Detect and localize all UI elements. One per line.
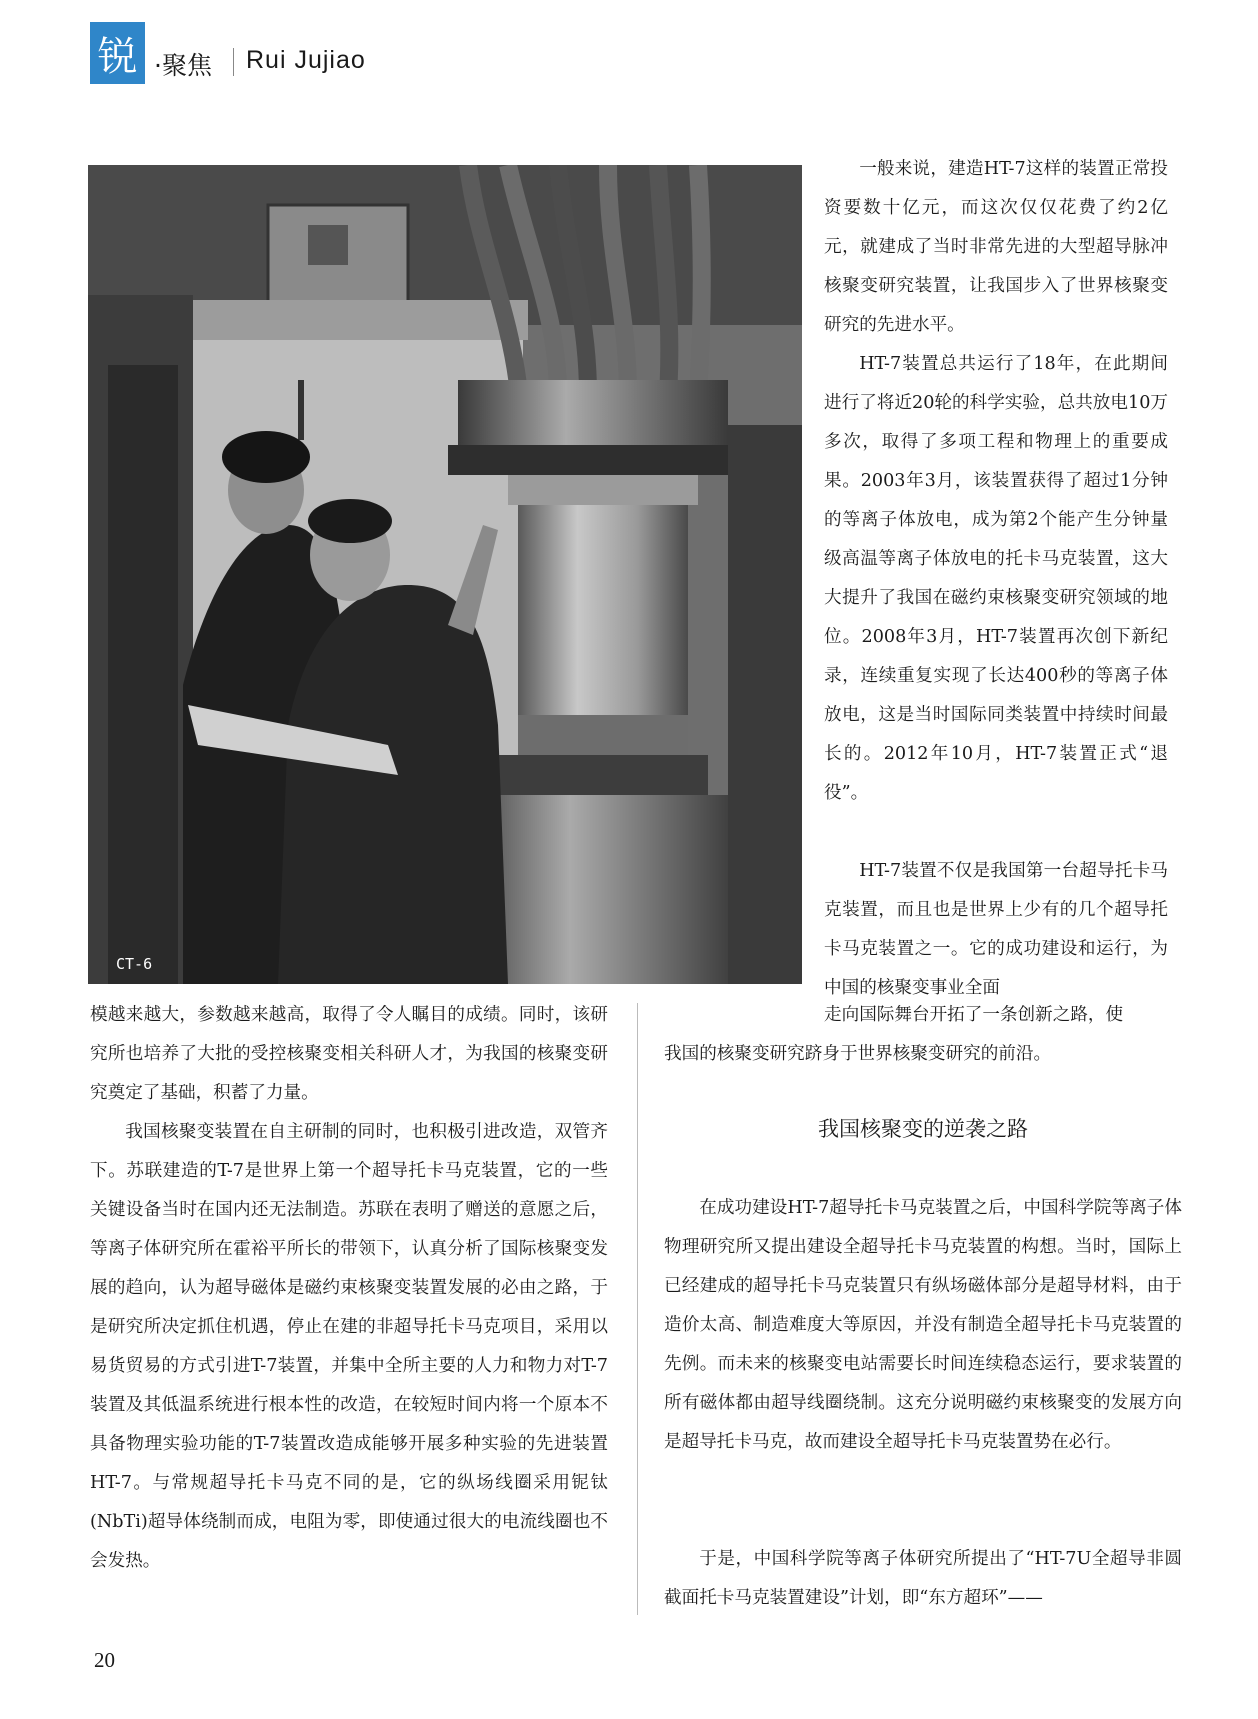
section-paragraph-1: 在成功建设HT-7超导托卡马克装置之后，中国科学院等离子体物理研究所又提出建设全超导托卡马克装置的构想。当时，国际上已经建成的超导托卡马克装置只有纵场磁体部分是超导材料，由于造价太高、制造难度大等原因，并没有制造全超导托卡马克装置的先例。而未来的核聚变电站需要长时间连续稳态运行，要求装置的所有磁体都由超导线圈绕制。这充分说明磁约束核聚变的发展方向是超导托卡马克，故而建设全超导托卡马克装置势在必行。 bbox=[664, 1198, 1182, 1452]
column-logo: 锐 bbox=[90, 22, 145, 84]
photo-label: CT-6 bbox=[116, 955, 153, 973]
page-number: 20 bbox=[94, 1648, 115, 1672]
photo-illustration bbox=[88, 165, 802, 984]
header-section-name: ·聚焦 bbox=[154, 51, 212, 80]
right-paragraph-2: HT-7装置总共运行了18年，在此期间进行了将近20轮的科学实验，总共放电10万多次，取得了多项工程和物理上的重要成果。2003年3月，该装置获得了超过1分钟的等离子体放电，成为第2个能产生分钟量级高温等离子体放电的托卡马克装置，这大大提升了我国在磁约束核聚变研究领域的地位。2008年3月，HT-7装置再次创下新纪录，连续重复实现了长达400秒的等离子体放电，这是当时国际同类装置中持续时间最长的。2012年10月，HT-7装置正式“退役”。 bbox=[824, 354, 1168, 803]
section-paragraph-2: 于是，中国科学院等离子体研究所提出了“HT-7U全超导非圆截面托卡马克装置建设”计划，即“东方超环”—— bbox=[664, 1549, 1182, 1608]
section-heading: 我国核聚变的逆袭之路 bbox=[818, 1117, 1028, 1141]
header-english-title: Rui Jujiao bbox=[246, 46, 366, 74]
header-divider bbox=[233, 48, 234, 76]
right-paragraph-3-continuation-b: 我国的核聚变研究跻身于世界核聚变研究的前沿。 bbox=[664, 1044, 1052, 1064]
historical-photo bbox=[88, 165, 802, 984]
column-divider bbox=[637, 1003, 638, 1615]
right-paragraph-3: HT-7装置不仅是我国第一台超导托卡马克装置，而且也是世界上少有的几个超导托卡马克装置之一。它的成功建设和运行，为中国的核聚变事业全面 bbox=[824, 861, 1168, 998]
left-paragraph-2: 我国核聚变装置在自主研制的同时，也积极引进改造，双管齐下。苏联建造的T-7是世界上第一个超导托卡马克装置，它的一些关键设备当时在国内还无法制造。苏联在表明了赠送的意愿之后，等离子体研究所在霍裕平所长的带领下，认真分析了国际核聚变发展的趋向，认为超导磁体是磁约束核聚变装置发展的必由之路，于是研究所决定抓住机遇，停止在建的非超导托卡马克项目，采用以易货贸易的方式引进T-7装置，并集中全所主要的人力和物力对T-7装置及其低温系统进行根本性的改造，在较短时间内将一个原本不具备物理实验功能的T-7装置改造成能够开展多种实验的先进装置HT-7。与常规超导托卡马克不同的是，它的纵场线圈采用铌钛(NbTi)超导体绕制而成，电阻为零，即使通过很大的电流线圈也不会发热。 bbox=[90, 1122, 608, 1571]
right-paragraph-1: 一般来说，建造HT-7这样的装置正常投资要数十亿元，而这次仅仅花费了约2亿元，就建成了当时非常先进的大型超导脉冲核聚变研究装置，让我国步入了世界核聚变研究的先进水平。 bbox=[824, 159, 1168, 335]
right-paragraph-3-continuation-a: 走向国际舞台开拓了一条创新之路，使 bbox=[824, 1005, 1124, 1025]
left-paragraph-1: 模越来越大，参数越来越高，取得了令人瞩目的成绩。同时，该研究所也培养了大批的受控核聚变相关科研人才，为我国的核聚变研究奠定了基础，积蓄了力量。 bbox=[90, 1005, 608, 1103]
